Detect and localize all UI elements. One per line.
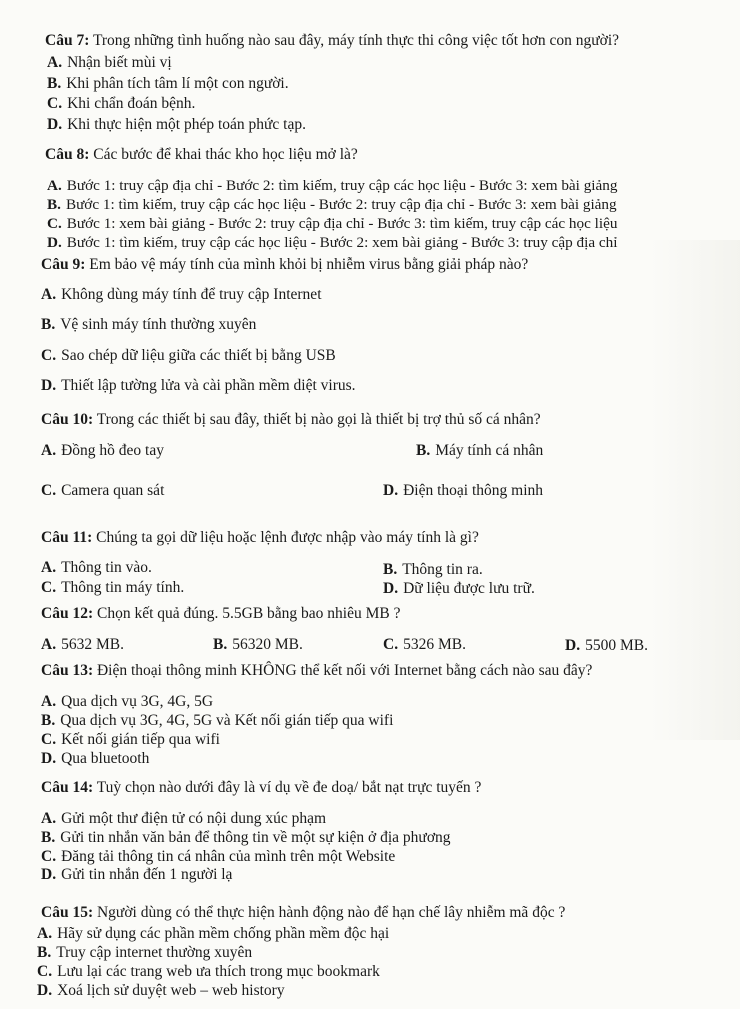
question-15-option-c: C. Lưu lại các trang web ưa thích trong mục bookmark: [37, 963, 380, 980]
question-7-option-c: C. Khi chẩn đoán bệnh.: [47, 95, 196, 112]
question-11-option-b: B. Thông tin ra.: [383, 561, 483, 578]
question-11: Câu 11: Chúng ta gọi dữ liệu hoặc lệnh được nhập vào máy tính là gì?: [41, 529, 479, 546]
question-15-option-a: A. Hãy sử dụng các phần mềm chống phần mềm độc hại: [37, 925, 390, 942]
question-10-option-a: A. Đồng hồ đeo tay: [41, 442, 164, 459]
question-14-option-a: A. Gửi một thư điện tử có nội dung xúc phạm: [41, 810, 327, 827]
bleed-through-shadow: [650, 240, 740, 740]
question-11-option-a: A. Thông tin vào.: [41, 559, 152, 576]
question-9-option-c: C. Sao chép dữ liệu giữa các thiết bị bằng USB: [41, 347, 336, 364]
question-8: Câu 8: Các bước để khai thác kho học liệu mở là?: [45, 146, 358, 163]
question-13-option-a: A. Qua dịch vụ 3G, 4G, 5G: [41, 693, 214, 710]
question-7-option-a: A. Nhận biết mùi vị: [47, 54, 172, 71]
question-9-option-b: B. Vệ sinh máy tính thường xuyên: [41, 316, 257, 333]
question-7-option-d: D. Khi thực hiện một phép toán phức tạp.: [47, 116, 306, 133]
question-9: Câu 9: Em bảo vệ máy tính của mình khỏi bị nhiễm virus bằng giải pháp nào?: [41, 256, 529, 273]
question-11-option-c: C. Thông tin máy tính.: [41, 579, 185, 596]
question-12-option-c: C. 5326 MB.: [383, 636, 466, 653]
question-12-option-d: D. 5500 MB.: [565, 637, 648, 654]
question-10: Câu 10: Trong các thiết bị sau đây, thiết bị nào gọi là thiết bị trợ thủ số cá nhân?: [41, 411, 541, 428]
question-10-option-c: C. Camera quan sát: [41, 482, 165, 499]
question-14-option-b: B. Gửi tin nhắn văn bản để thông tin về một sự kiện ở địa phương: [41, 829, 451, 846]
question-8-option-a: A. Bước 1: truy cập địa chỉ - Bước 2: tìm kiếm, truy cập các học liệu - Bước 3: xem bài giảng: [47, 177, 618, 194]
question-15-option-d: D. Xoá lịch sử duyệt web – web history: [37, 982, 285, 999]
question-14-option-d: D. Gửi tin nhắn đến 1 người lạ: [41, 866, 233, 883]
question-14-option-c: C. Đăng tải thông tin cá nhân của mình trên một Website: [41, 848, 396, 865]
question-11-option-d: D. Dữ liệu được lưu trữ.: [383, 580, 535, 597]
question-14: Câu 14: Tuỳ chọn nào dưới đây là ví dụ về đe doạ/ bắt nạt trực tuyến ?: [41, 779, 482, 796]
question-12-option-a: A. 5632 MB.: [41, 636, 124, 653]
question-9-option-d: D. Thiết lập tường lửa và cài phần mềm diệt virus.: [41, 377, 356, 394]
question-8-option-d: D. Bước 1: tìm kiếm, truy cập các học liệu - Bước 2: xem bài giảng - Bước 3: truy cập địa chỉ: [47, 234, 618, 251]
question-13-option-b: B. Qua dịch vụ 3G, 4G, 5G và Kết nối gián tiếp qua wifi: [41, 712, 394, 729]
question-8-option-b: B. Bước 1: tìm kiếm, truy cập các học liệu - Bước 2: truy cập địa chỉ - Bước 3: xem bài giảng: [47, 196, 617, 213]
question-9-option-a: A. Không dùng máy tính để truy cập Internet: [41, 286, 322, 303]
question-8-option-c: C. Bước 1: xem bài giảng - Bước 2: truy cập địa chỉ - Bước 3: tìm kiếm, truy cập các học liệu: [47, 215, 618, 232]
question-15-option-b: B. Truy cập internet thường xuyên: [37, 944, 253, 961]
question-15: Câu 15: Người dùng có thể thực hiện hành động nào để hạn chế lây nhiễm mã độc ?: [41, 904, 566, 921]
question-13-option-c: C. Kết nối gián tiếp qua wifi: [41, 731, 220, 748]
question-10-option-d: D. Điện thoại thông minh: [383, 482, 543, 499]
question-13: Câu 13: Điện thoại thông minh KHÔNG thể kết nối với Internet bằng cách nào sau đây?: [41, 662, 593, 679]
question-12-option-b: B. 56320 MB.: [213, 636, 303, 653]
question-7: Câu 7: Trong những tình huống nào sau đây, máy tính thực thi công việc tốt hơn con người?: [45, 32, 620, 49]
question-7-option-b: B. Khi phân tích tâm lí một con người.: [47, 75, 289, 92]
question-13-option-d: D. Qua bluetooth: [41, 750, 150, 767]
question-12: Câu 12: Chọn kết quả đúng. 5.5GB bằng bao nhiêu MB ?: [41, 605, 401, 622]
question-10-option-b: B. Máy tính cá nhân: [416, 442, 544, 459]
